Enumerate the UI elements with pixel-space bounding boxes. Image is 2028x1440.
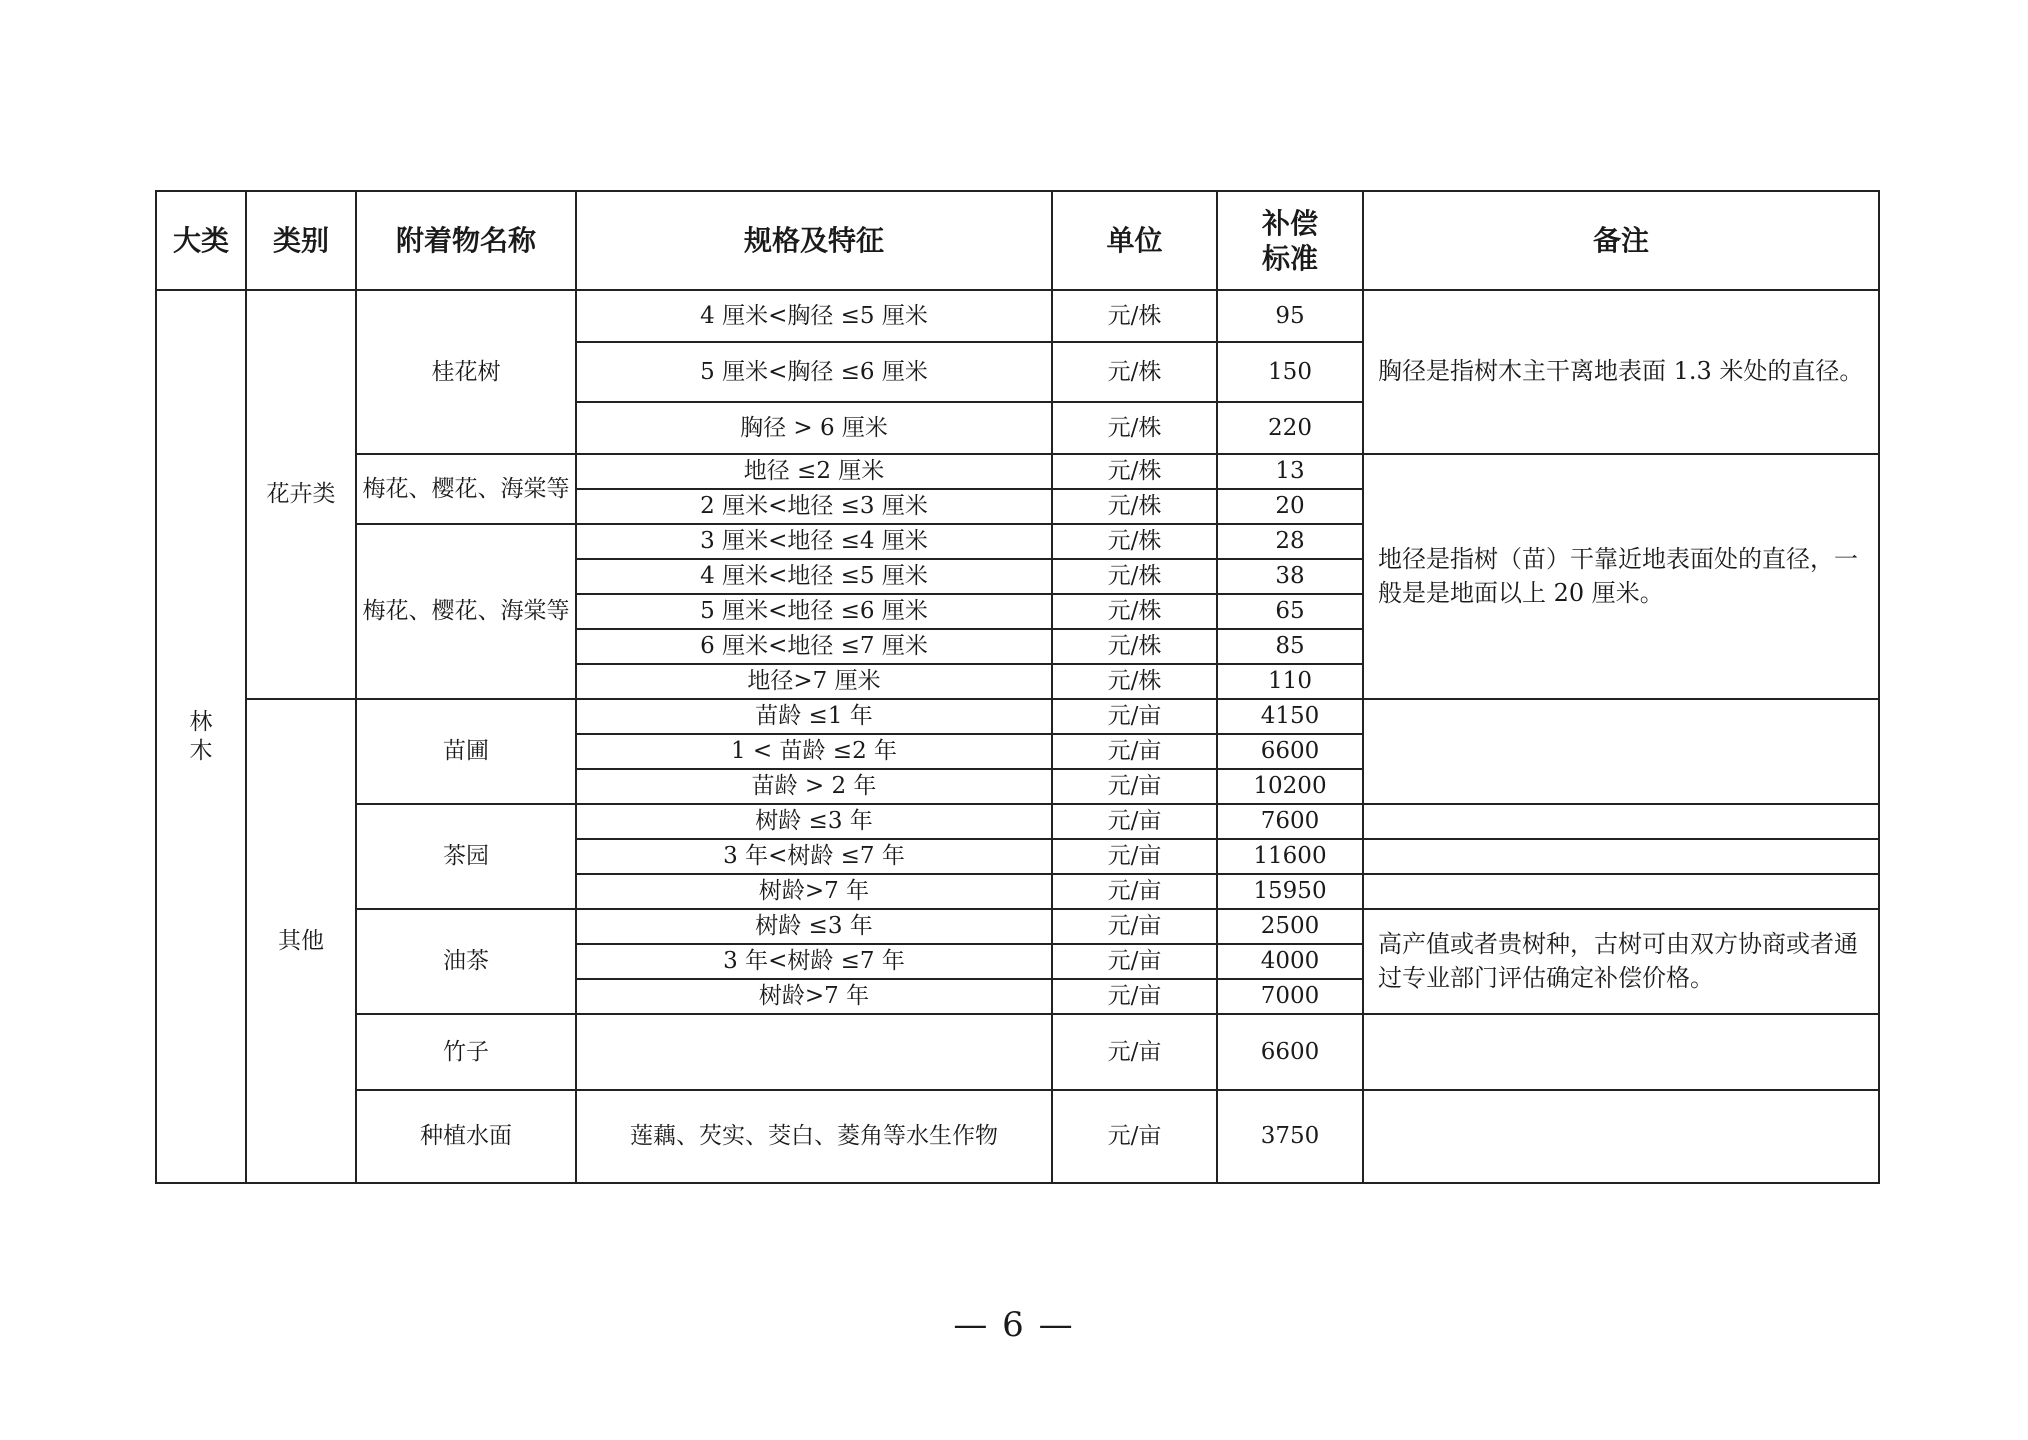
- remark-empty: [1363, 874, 1879, 909]
- header-remarks: 备注: [1363, 191, 1879, 290]
- unit-cell: 元/株: [1052, 342, 1217, 402]
- remark-empty: [1363, 804, 1879, 839]
- unit-cell: 元/株: [1052, 489, 1217, 524]
- spec-cell: 3 年<树龄 ≤7 年: [576, 839, 1052, 874]
- spec-cell: 2 厘米<地径 ≤3 厘米: [576, 489, 1052, 524]
- header-spec: 规格及特征: [576, 191, 1052, 290]
- header-name: 附着物名称: [356, 191, 576, 290]
- spec-cell: [576, 1014, 1052, 1090]
- table-row: [156, 699, 1879, 734]
- standard-cell: 2500: [1217, 909, 1363, 944]
- standard-cell: 220: [1217, 402, 1363, 454]
- standard-cell: 6600: [1217, 1014, 1363, 1090]
- name-cell-plum-a: 梅花、樱花、海棠等: [356, 454, 576, 524]
- standard-cell: 85: [1217, 629, 1363, 664]
- table-row: [156, 1014, 1879, 1090]
- category-label-line1: 林: [189, 708, 213, 735]
- name-cell-osmanthus: 桂花树: [356, 290, 576, 454]
- standard-cell: 95: [1217, 290, 1363, 342]
- standard-cell: 6600: [1217, 734, 1363, 769]
- type-cell-flowers: 花卉类: [246, 290, 356, 699]
- standard-cell: 11600: [1217, 839, 1363, 874]
- spec-cell: 1 < 苗龄 ≤2 年: [576, 734, 1052, 769]
- standard-cell: 7600: [1217, 804, 1363, 839]
- unit-cell: 元/株: [1052, 454, 1217, 489]
- unit-cell: 元/株: [1052, 559, 1217, 594]
- table-row: [156, 1090, 1879, 1183]
- standard-cell: 38: [1217, 559, 1363, 594]
- standard-cell: 10200: [1217, 769, 1363, 804]
- spec-cell: 树龄 ≤3 年: [576, 804, 1052, 839]
- table-row: [156, 290, 1879, 342]
- spec-cell: 3 厘米<地径 ≤4 厘米: [576, 524, 1052, 559]
- spec-cell: 地径>7 厘米: [576, 664, 1052, 699]
- unit-cell: 元/亩: [1052, 699, 1217, 734]
- unit-cell: 元/株: [1052, 290, 1217, 342]
- unit-cell: 元/亩: [1052, 944, 1217, 979]
- spec-cell: 4 厘米<地径 ≤5 厘米: [576, 559, 1052, 594]
- name-cell-bamboo: 竹子: [356, 1014, 576, 1090]
- spec-cell: 胸径 > 6 厘米: [576, 402, 1052, 454]
- header-row: [156, 191, 1879, 290]
- spec-cell: 苗龄 ≤1 年: [576, 699, 1052, 734]
- page-number: — 6 —: [953, 1305, 1075, 1345]
- unit-cell: 元/亩: [1052, 769, 1217, 804]
- unit-cell: 元/亩: [1052, 804, 1217, 839]
- remark-empty: [1363, 1014, 1879, 1090]
- unit-cell: 元/亩: [1052, 734, 1217, 769]
- type-cell-other: 其他: [246, 699, 356, 1183]
- standard-cell: 7000: [1217, 979, 1363, 1014]
- unit-cell: 元/株: [1052, 402, 1217, 454]
- spec-cell: 树龄>7 年: [576, 979, 1052, 1014]
- unit-cell: 元/株: [1052, 594, 1217, 629]
- spec-cell: 莲藕、芡实、茭白、菱角等水生作物: [576, 1090, 1052, 1183]
- unit-cell: 元/亩: [1052, 874, 1217, 909]
- standard-cell: 65: [1217, 594, 1363, 629]
- table-row: [156, 909, 1879, 944]
- spec-cell: 地径 ≤2 厘米: [576, 454, 1052, 489]
- unit-cell: 元/株: [1052, 629, 1217, 664]
- remark-empty: [1363, 699, 1879, 804]
- category-label-line2: 木: [189, 737, 213, 764]
- spec-cell: 5 厘米<胸径 ≤6 厘米: [576, 342, 1052, 402]
- table-row: [156, 804, 1879, 839]
- remark-high-value: 高产值或者贵树种，古树可由双方协商或者通过专业部门评估确定补偿价格。: [1363, 909, 1879, 1014]
- unit-cell: 元/株: [1052, 664, 1217, 699]
- spec-cell: 3 年<树龄 ≤7 年: [576, 944, 1052, 979]
- name-cell-plum-b: 梅花、樱花、海棠等: [356, 524, 576, 699]
- compensation-table: [155, 190, 1880, 1184]
- name-cell-water: 种植水面: [356, 1090, 576, 1183]
- header-standard: [1217, 191, 1363, 290]
- spec-cell: 树龄 ≤3 年: [576, 909, 1052, 944]
- name-cell-oil-tea: 油茶: [356, 909, 576, 1014]
- header-standard-line1: 补偿: [1261, 206, 1318, 240]
- remark-empty: [1363, 1090, 1879, 1183]
- standard-cell: 15950: [1217, 874, 1363, 909]
- spec-cell: 4 厘米<胸径 ≤5 厘米: [576, 290, 1052, 342]
- header-type: 类别: [246, 191, 356, 290]
- standard-cell: 4150: [1217, 699, 1363, 734]
- standard-cell: 20: [1217, 489, 1363, 524]
- unit-cell: 元/亩: [1052, 1014, 1217, 1090]
- spec-cell: 6 厘米<地径 ≤7 厘米: [576, 629, 1052, 664]
- standard-cell: 150: [1217, 342, 1363, 402]
- standard-cell: 3750: [1217, 1090, 1363, 1183]
- unit-cell: 元/株: [1052, 524, 1217, 559]
- category-cell: [156, 290, 246, 1183]
- name-cell-tea: 茶园: [356, 804, 576, 909]
- remark-empty: [1363, 839, 1879, 874]
- name-cell-nursery: 苗圃: [356, 699, 576, 804]
- unit-cell: 元/亩: [1052, 839, 1217, 874]
- standard-cell: 13: [1217, 454, 1363, 489]
- unit-cell: 元/亩: [1052, 1090, 1217, 1183]
- remark-chest-diameter: 胸径是指树木主干离地表面 1.3 米处的直径。: [1363, 290, 1879, 454]
- spec-cell: 5 厘米<地径 ≤6 厘米: [576, 594, 1052, 629]
- header-unit: 单位: [1052, 191, 1217, 290]
- standard-cell: 4000: [1217, 944, 1363, 979]
- unit-cell: 元/亩: [1052, 909, 1217, 944]
- unit-cell: 元/亩: [1052, 979, 1217, 1014]
- header-category: 大类: [156, 191, 246, 290]
- remark-ground-diameter: 地径是指树（苗）干靠近地表面处的直径，一般是是地面以上 20 厘米。: [1363, 454, 1879, 699]
- spec-cell: 苗龄 > 2 年: [576, 769, 1052, 804]
- standard-cell: 28: [1217, 524, 1363, 559]
- standard-cell: 110: [1217, 664, 1363, 699]
- spec-cell: 树龄>7 年: [576, 874, 1052, 909]
- header-standard-line2: 标准: [1261, 241, 1318, 275]
- table-row: [156, 454, 1879, 489]
